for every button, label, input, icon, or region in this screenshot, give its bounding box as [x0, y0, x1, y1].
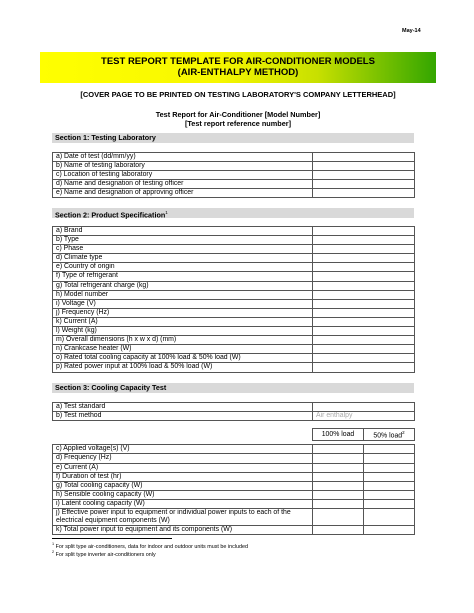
row-label: d) Name and designation of testing officer [53, 180, 313, 189]
value-cell-50[interactable] [364, 481, 415, 490]
table-row [53, 472, 415, 481]
value-cell[interactable] [313, 308, 415, 317]
section-2-table [52, 226, 415, 373]
table-row [53, 445, 415, 454]
column-header-100: 100% load [313, 429, 364, 441]
value-cell-50[interactable] [364, 499, 415, 508]
title-banner [40, 52, 436, 83]
value-cell[interactable] [313, 317, 415, 326]
table-row [53, 526, 415, 535]
footnote-text: For split type inverter air-conditioners only [55, 551, 156, 558]
column-header-50 [364, 429, 415, 441]
value-cell[interactable] [313, 171, 415, 180]
row-label: c) Applied voltage(s) (V) [53, 445, 313, 454]
table-row [53, 281, 415, 290]
report-title-line-1: Test Report for Air-Conditioner [Model Number] [155, 110, 321, 119]
value-cell-50[interactable] [364, 463, 415, 472]
table-row [53, 162, 415, 171]
row-label: i) Latent cooling capacity (W) [53, 499, 313, 508]
table-row [53, 308, 415, 317]
row-label: m) Overall dimensions (h x w x d) (mm) [53, 336, 313, 345]
value-cell[interactable] [313, 162, 415, 171]
value-cell-100[interactable] [313, 526, 364, 535]
value-cell[interactable] [313, 245, 415, 254]
value-cell-100[interactable] [313, 463, 364, 472]
value-cell[interactable] [313, 327, 415, 336]
row-label: f) Type of refrigerant [53, 272, 313, 281]
row-label: h) Sensible cooling capacity (W) [53, 490, 313, 499]
row-label: g) Total cooling capacity (W) [53, 481, 313, 490]
row-label: a) Date of test (dd/mm/yy) [53, 153, 313, 162]
value-cell-100[interactable] [313, 472, 364, 481]
row-label: d) Frequency (Hz) [53, 454, 313, 463]
value-cell[interactable] [313, 354, 415, 363]
value-cell-50[interactable] [364, 509, 415, 526]
table-row [53, 263, 415, 272]
table-row [53, 481, 415, 490]
value-cell[interactable] [313, 236, 415, 245]
value-cell-100[interactable] [313, 445, 364, 454]
value-cell-100[interactable] [313, 490, 364, 499]
row-label: h) Model number [53, 290, 313, 299]
footnote-2 [52, 549, 156, 559]
table-row [53, 299, 415, 308]
footnote-ref: 2 [402, 430, 405, 435]
table-row [53, 499, 415, 508]
row-label: i) Voltage (V) [53, 299, 313, 308]
table-row [53, 272, 415, 281]
footnote-text: For split type air-conditioners, data for indoor and outdoor units must be included [55, 543, 248, 550]
value-cell-50[interactable] [364, 454, 415, 463]
row-label: c) Location of testing laboratory [53, 171, 313, 180]
row-label: d) Climate type [53, 254, 313, 263]
table-row [53, 403, 415, 412]
footnote-number: 1 [52, 542, 55, 546]
row-label: l) Weight (kg) [53, 327, 313, 336]
table-row [53, 490, 415, 499]
value-cell-100[interactable] [313, 481, 364, 490]
table-row [53, 290, 415, 299]
section-3-method-table [52, 402, 415, 421]
value-cell[interactable] [313, 290, 415, 299]
report-title-line-2: [Test report reference number] [184, 119, 292, 128]
table-row [53, 412, 415, 421]
row-label: e) Name and designation of approving officer [53, 189, 313, 198]
table-row [53, 254, 415, 263]
value-cell-50[interactable] [364, 526, 415, 535]
value-cell[interactable]: Air enthalpy [313, 412, 415, 421]
table-row [53, 245, 415, 254]
value-cell-50[interactable] [364, 490, 415, 499]
value-cell[interactable] [313, 403, 415, 412]
table-row [53, 336, 415, 345]
row-label: c) Phase [53, 245, 313, 254]
table-row [53, 354, 415, 363]
value-cell[interactable] [313, 281, 415, 290]
report-title [40, 110, 436, 128]
table-row [53, 454, 415, 463]
row-label: n) Crankcase heater (W) [53, 345, 313, 354]
value-cell[interactable] [313, 153, 415, 162]
value-cell[interactable] [313, 272, 415, 281]
section-1-header [52, 133, 414, 143]
title-line-2: (AIR-ENTHALPY METHOD) [177, 67, 299, 78]
row-label: e) Current (A) [53, 463, 313, 472]
value-cell[interactable] [313, 227, 415, 236]
value-cell[interactable] [313, 180, 415, 189]
table-row [53, 227, 415, 236]
table-row [53, 345, 415, 354]
row-label: f) Duration of test (hr) [53, 472, 313, 481]
row-label: g) Total refrigerant charge (kg) [53, 281, 313, 290]
title-line-1: TEST REPORT TEMPLATE FOR AIR-CONDITIONER MODELS [101, 56, 375, 67]
value-cell[interactable] [313, 345, 415, 354]
value-cell-50[interactable] [364, 472, 415, 481]
value-cell[interactable] [313, 263, 415, 272]
row-label: a) Test standard [53, 403, 313, 412]
row-label: j) Frequency (Hz) [53, 308, 313, 317]
value-cell[interactable] [313, 299, 415, 308]
table-header-row [53, 429, 415, 441]
value-cell-100[interactable] [313, 499, 364, 508]
value-cell-100[interactable] [313, 509, 364, 526]
table-row [53, 317, 415, 326]
footnote-divider [52, 538, 172, 539]
row-label: b) Test method [53, 412, 313, 421]
section-1-table [52, 152, 415, 198]
empty-header-cell [53, 429, 313, 441]
row-label: a) Brand [53, 227, 313, 236]
value-cell[interactable] [313, 336, 415, 345]
table-row [53, 236, 415, 245]
row-label: j) Effective power input to equipment or individual power inputs to each of the electrical equipment components (W) [53, 509, 313, 526]
section-3-header [52, 383, 414, 393]
table-row [53, 171, 415, 180]
value-cell[interactable] [313, 189, 415, 198]
row-label: o) Rated total cooling capacity at 100% load & 50% load (W) [53, 354, 313, 363]
table-row [53, 509, 415, 526]
table-row [53, 180, 415, 189]
section-2-header [52, 208, 414, 218]
value-cell-50[interactable] [364, 445, 415, 454]
row-label: e) Country of origin [53, 263, 313, 272]
row-label: b) Name of testing laboratory [53, 162, 313, 171]
value-cell-100[interactable] [313, 454, 364, 463]
row-label: k) Total power input to equipment and its components (W) [53, 526, 313, 535]
table-row [53, 463, 415, 472]
row-label: p) Rated power input at 100% load & 50% load (W) [53, 363, 313, 372]
cover-note: [COVER PAGE TO BE PRINTED ON TESTING LABORATORY'S COMPANY LETTERHEAD] [80, 90, 396, 99]
table-row [53, 327, 415, 336]
table-row [53, 153, 415, 162]
section-2-title: Section 2: Product Specification [55, 210, 166, 220]
footnote-number: 2 [52, 550, 55, 554]
section-3-load-table [52, 428, 415, 535]
value-cell[interactable] [313, 254, 415, 263]
date-label: May-14 [402, 28, 421, 34]
table-row [53, 189, 415, 198]
row-label: b) Type [53, 236, 313, 245]
value-cell[interactable] [313, 363, 415, 372]
footnote-ref: 1 [165, 210, 168, 215]
section-3-title: Section 3: Cooling Capacity Test [55, 383, 167, 392]
table-row [53, 363, 415, 372]
row-label: k) Current (A) [53, 317, 313, 326]
column-header-50-label: 50% load [373, 432, 403, 440]
section-1-title: Section 1: Testing Laboratory [55, 133, 156, 142]
